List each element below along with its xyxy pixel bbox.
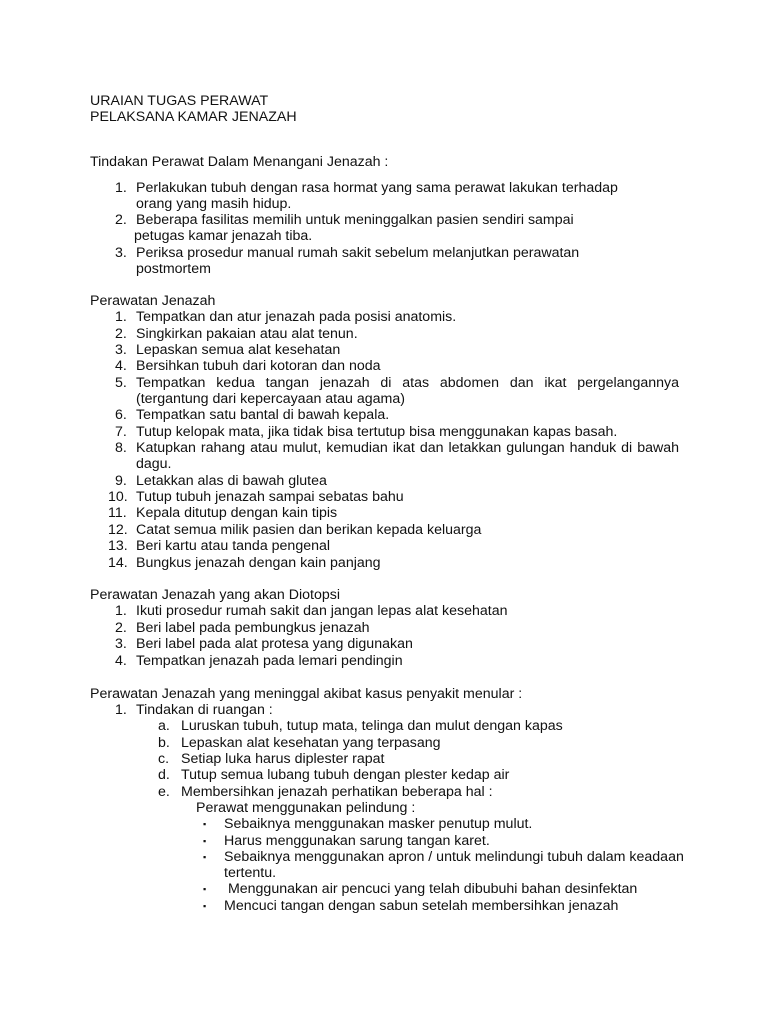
section1-item-text: Perlakukan tubuh dengan rasa hormat yang sama perawat lakukan terhadap bbox=[136, 180, 618, 196]
section3-item-text: Beri label pada pembungkus jenazah bbox=[136, 620, 370, 636]
section1-item-text-cont: orang yang masih hidup. bbox=[136, 196, 292, 212]
bullet-marker: ▪ bbox=[203, 836, 207, 846]
section2-item-number: 9. bbox=[115, 473, 127, 489]
section2-item-text: Tutup kelopak mata, jika tidak bisa tertutup bisa menggunakan kapas basah. bbox=[136, 424, 618, 440]
section1-item-text-cont: petugas kamar jenazah tiba. bbox=[134, 228, 313, 244]
sub-item-text: Membersihkan jenazah perhatikan beberapa hal : bbox=[181, 784, 493, 800]
section2-item-text-cont: dagu. bbox=[136, 456, 172, 472]
section2-item-number: 10. bbox=[108, 489, 128, 505]
bullet-text: Sebaiknya menggunakan apron / untuk melindungi tubuh dalam keadaan bbox=[224, 849, 684, 865]
section3-item-number: 2. bbox=[115, 620, 127, 636]
section2-item-number: 12. bbox=[108, 522, 128, 538]
sub-item-letter: e. bbox=[158, 784, 170, 800]
section1-item-number: 1. bbox=[115, 180, 127, 196]
title-line-2: PELAKSANA KAMAR JENAZAH bbox=[90, 109, 297, 125]
bullet-marker: ▪ bbox=[203, 819, 207, 829]
sub-item-text: Lepaskan alat kesehatan yang terpasang bbox=[181, 735, 441, 751]
bullet-marker: ▪ bbox=[203, 901, 207, 911]
sub-item-letter: d. bbox=[158, 767, 170, 783]
section2-item-text: Bungkus jenazah dengan kain panjang bbox=[136, 555, 381, 571]
section2-item-text: Tempatkan kedua tangan jenazah di atas abdomen dan ikat pergelangannya bbox=[136, 375, 679, 391]
section2-item-number: 5. bbox=[115, 375, 127, 391]
section2-item-text-cont: (tergantung dari kepercayaan atau agama) bbox=[136, 391, 405, 407]
section2-item-text: Catat semua milik pasien dan berikan kepada keluarga bbox=[136, 522, 482, 538]
section2-item-number: 7. bbox=[115, 424, 127, 440]
bullet-marker: ▪ bbox=[203, 852, 207, 862]
section3-item-number: 1. bbox=[115, 603, 127, 619]
protective-gear-label: Perawat menggunakan pelindung : bbox=[196, 800, 416, 816]
section1-heading: Tindakan Perawat Dalam Menangani Jenazah : bbox=[90, 154, 389, 170]
section2-item-text: Beri kartu atau tanda pengenal bbox=[136, 538, 331, 554]
title-line-1: URAIAN TUGAS PERAWAT bbox=[90, 93, 269, 109]
bullet-text: Harus menggunakan sarung tangan karet. bbox=[224, 833, 490, 849]
section3-item-text: Tempatkan jenazah pada lemari pendingin bbox=[136, 653, 403, 669]
sub-item-text: Luruskan tubuh, tutup mata, telinga dan mulut dengan kapas bbox=[181, 718, 563, 734]
section2-item-number: 14. bbox=[108, 555, 128, 571]
section3-item-text: Ikuti prosedur rumah sakit dan jangan lepas alat kesehatan bbox=[136, 603, 508, 619]
section2-item-text: Letakkan alas di bawah glutea bbox=[136, 473, 327, 489]
sub-item-text: Setiap luka harus diplester rapat bbox=[181, 751, 385, 767]
bullet-text-cont: tertentu. bbox=[224, 865, 277, 881]
section2-item-text: Singkirkan pakaian atau alat tenun. bbox=[136, 326, 358, 342]
section2-heading: Perawatan Jenazah bbox=[90, 293, 216, 309]
section1-item-text: Beberapa fasilitas memilih untuk meninggalkan pasien sendiri sampai bbox=[136, 212, 574, 228]
section2-item-number: 13. bbox=[108, 538, 128, 554]
section2-item-number: 11. bbox=[108, 505, 127, 521]
sub-item-text: Tutup semua lubang tubuh dengan plester kedap air bbox=[181, 767, 510, 783]
section1-item-number: 3. bbox=[115, 245, 127, 261]
section2-item-number: 1. bbox=[115, 309, 127, 325]
section2-item-text: Bersihkan tubuh dari kotoran dan noda bbox=[136, 358, 381, 374]
section2-item-number: 3. bbox=[115, 342, 127, 358]
section3-item-number: 4. bbox=[115, 653, 127, 669]
section2-item-text: Lepaskan semua alat kesehatan bbox=[136, 342, 341, 358]
section2-item-text: Tempatkan dan atur jenazah pada posisi anatomis. bbox=[136, 309, 457, 325]
section2-item-number: 2. bbox=[115, 326, 127, 342]
section1-item-text-cont: postmortem bbox=[136, 261, 211, 277]
bullet-text: Menggunakan air pencuci yang telah dibubuhi bahan desinfektan bbox=[224, 881, 638, 897]
section3-item-number: 3. bbox=[115, 636, 127, 652]
bullet-text: Sebaiknya menggunakan masker penutup mulut. bbox=[224, 816, 533, 832]
section3-heading: Perawatan Jenazah yang akan Diotopsi bbox=[90, 587, 341, 603]
section1-item-number: 2. bbox=[115, 212, 127, 228]
section2-item-text: Katupkan rahang atau mulut, kemudian ikat dan letakkan gulungan handuk di bawah bbox=[136, 440, 679, 456]
section3-item-text: Beri label pada alat protesa yang digunakan bbox=[136, 636, 413, 652]
section4-heading: Perawatan Jenazah yang meninggal akibat kasus penyakit menular : bbox=[90, 686, 523, 702]
section2-item-number: 4. bbox=[115, 358, 127, 374]
section4-item-label: Tindakan di ruangan : bbox=[136, 702, 273, 718]
section2-item-text: Tempatkan satu bantal di bawah kepala. bbox=[136, 407, 390, 423]
sub-item-letter: b. bbox=[158, 735, 170, 751]
section2-item-number: 8. bbox=[115, 440, 127, 456]
section2-item-text: Kepala ditutup dengan kain tipis bbox=[136, 505, 338, 521]
sub-item-letter: a. bbox=[158, 718, 170, 734]
bullet-marker: ▪ bbox=[203, 884, 207, 894]
section1-item-text: Periksa prosedur manual rumah sakit sebelum melanjutkan perawatan bbox=[136, 245, 580, 261]
section2-item-number: 6. bbox=[115, 407, 127, 423]
bullet-text: Mencuci tangan dengan sabun setelah membersihkan jenazah bbox=[224, 898, 619, 914]
section4-item-number: 1. bbox=[115, 702, 127, 718]
sub-item-letter: c. bbox=[158, 751, 170, 767]
section2-item-text: Tutup tubuh jenazah sampai sebatas bahu bbox=[136, 489, 404, 505]
